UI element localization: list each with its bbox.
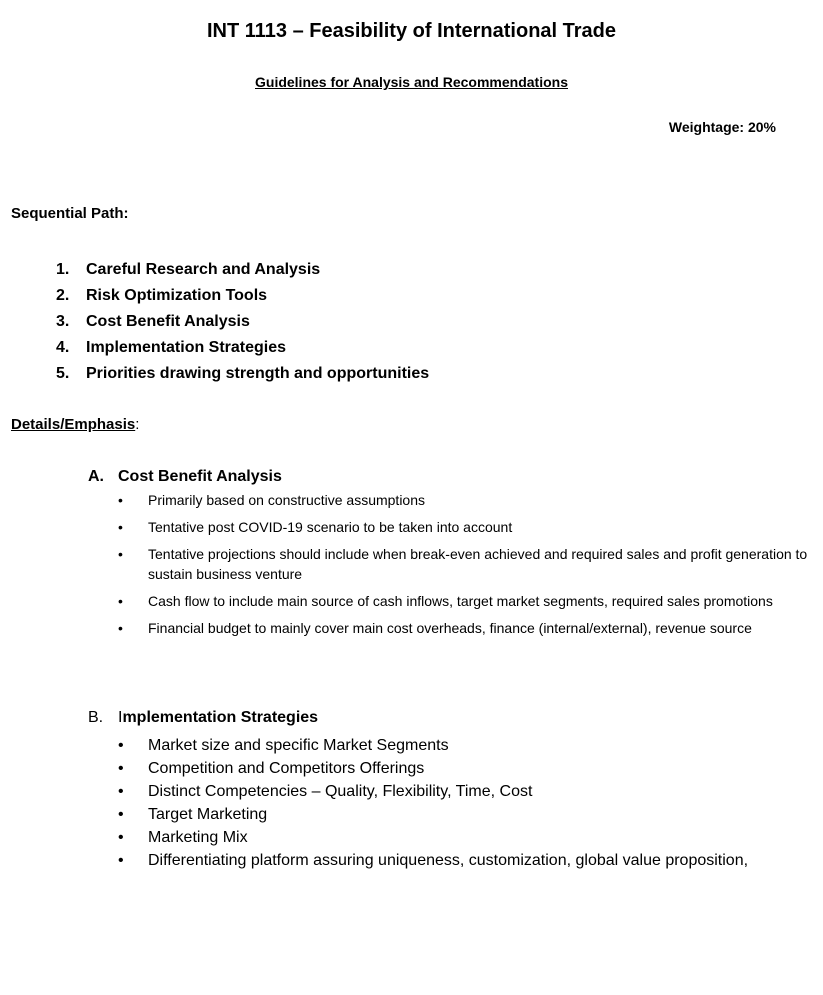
list-item: • Primarily based on constructive assumptions xyxy=(118,492,426,508)
list-item: • Tentative projections should include when break-even achieved and required sales and profit generation to sustain business venture xyxy=(118,546,808,582)
list-item: 1. Careful Research and Analysis xyxy=(56,261,321,278)
cost-benefit-analysis-heading: A. Cost Benefit Analysis xyxy=(88,468,282,485)
list-item: • Cash flow to include main source of cash inflows, target market segments, required sales promotions xyxy=(118,593,773,609)
weightage-label: Weightage: 20% xyxy=(668,119,776,135)
bullet-icon: • xyxy=(118,783,124,800)
list-item: 3. Cost Benefit Analysis xyxy=(56,313,250,330)
list-item: • Competition and Competitors Offerings xyxy=(118,757,798,780)
bullet-icon: • xyxy=(118,737,124,754)
bullet-icon: • xyxy=(118,519,123,535)
list-item: • Financial budget to mainly cover main cost overheads, finance (internal/external), revenue source xyxy=(118,620,752,636)
sequential-path-heading: Sequential Path: xyxy=(11,205,129,222)
bullet-icon: • xyxy=(118,593,123,609)
bullet-icon: • xyxy=(118,852,124,869)
cost-benefit-bullet-list xyxy=(118,490,808,645)
list-item: 5. Priorities drawing strength and opportunities xyxy=(56,365,430,382)
implementation-bullet-list xyxy=(118,734,798,872)
document-title: INT 1113 – Feasibility of International Trade xyxy=(206,20,617,42)
bullet-icon: • xyxy=(118,620,123,636)
sequential-path-list xyxy=(56,257,429,387)
list-item: 4. Implementation Strategies xyxy=(56,339,287,356)
bullet-icon: • xyxy=(118,806,124,823)
implementation-strategies-heading: B. Implementation Strategies xyxy=(88,709,319,726)
bullet-icon: • xyxy=(118,829,124,846)
bullet-icon: • xyxy=(118,760,124,777)
list-item: • Marketing Mix xyxy=(118,826,798,849)
bullet-icon: • xyxy=(118,546,123,562)
document-subtitle: Guidelines for Analysis and Recommendations xyxy=(255,74,568,90)
list-item: • Distinct Competencies – Quality, Flexibility, Time, Cost xyxy=(118,780,798,803)
bullet-icon: • xyxy=(118,492,123,508)
list-item: • Tentative post COVID-19 scenario to be taken into account xyxy=(118,519,513,535)
list-item: • Market size and specific Market Segments xyxy=(118,734,798,757)
list-item: • Differentiating platform assuring uniqueness, customization, global value proposition, xyxy=(118,849,798,872)
details-emphasis-heading: Details/Emphasis: xyxy=(11,416,140,433)
list-item: 2. Risk Optimization Tools xyxy=(56,287,268,304)
list-item: • Target Marketing xyxy=(118,803,798,826)
